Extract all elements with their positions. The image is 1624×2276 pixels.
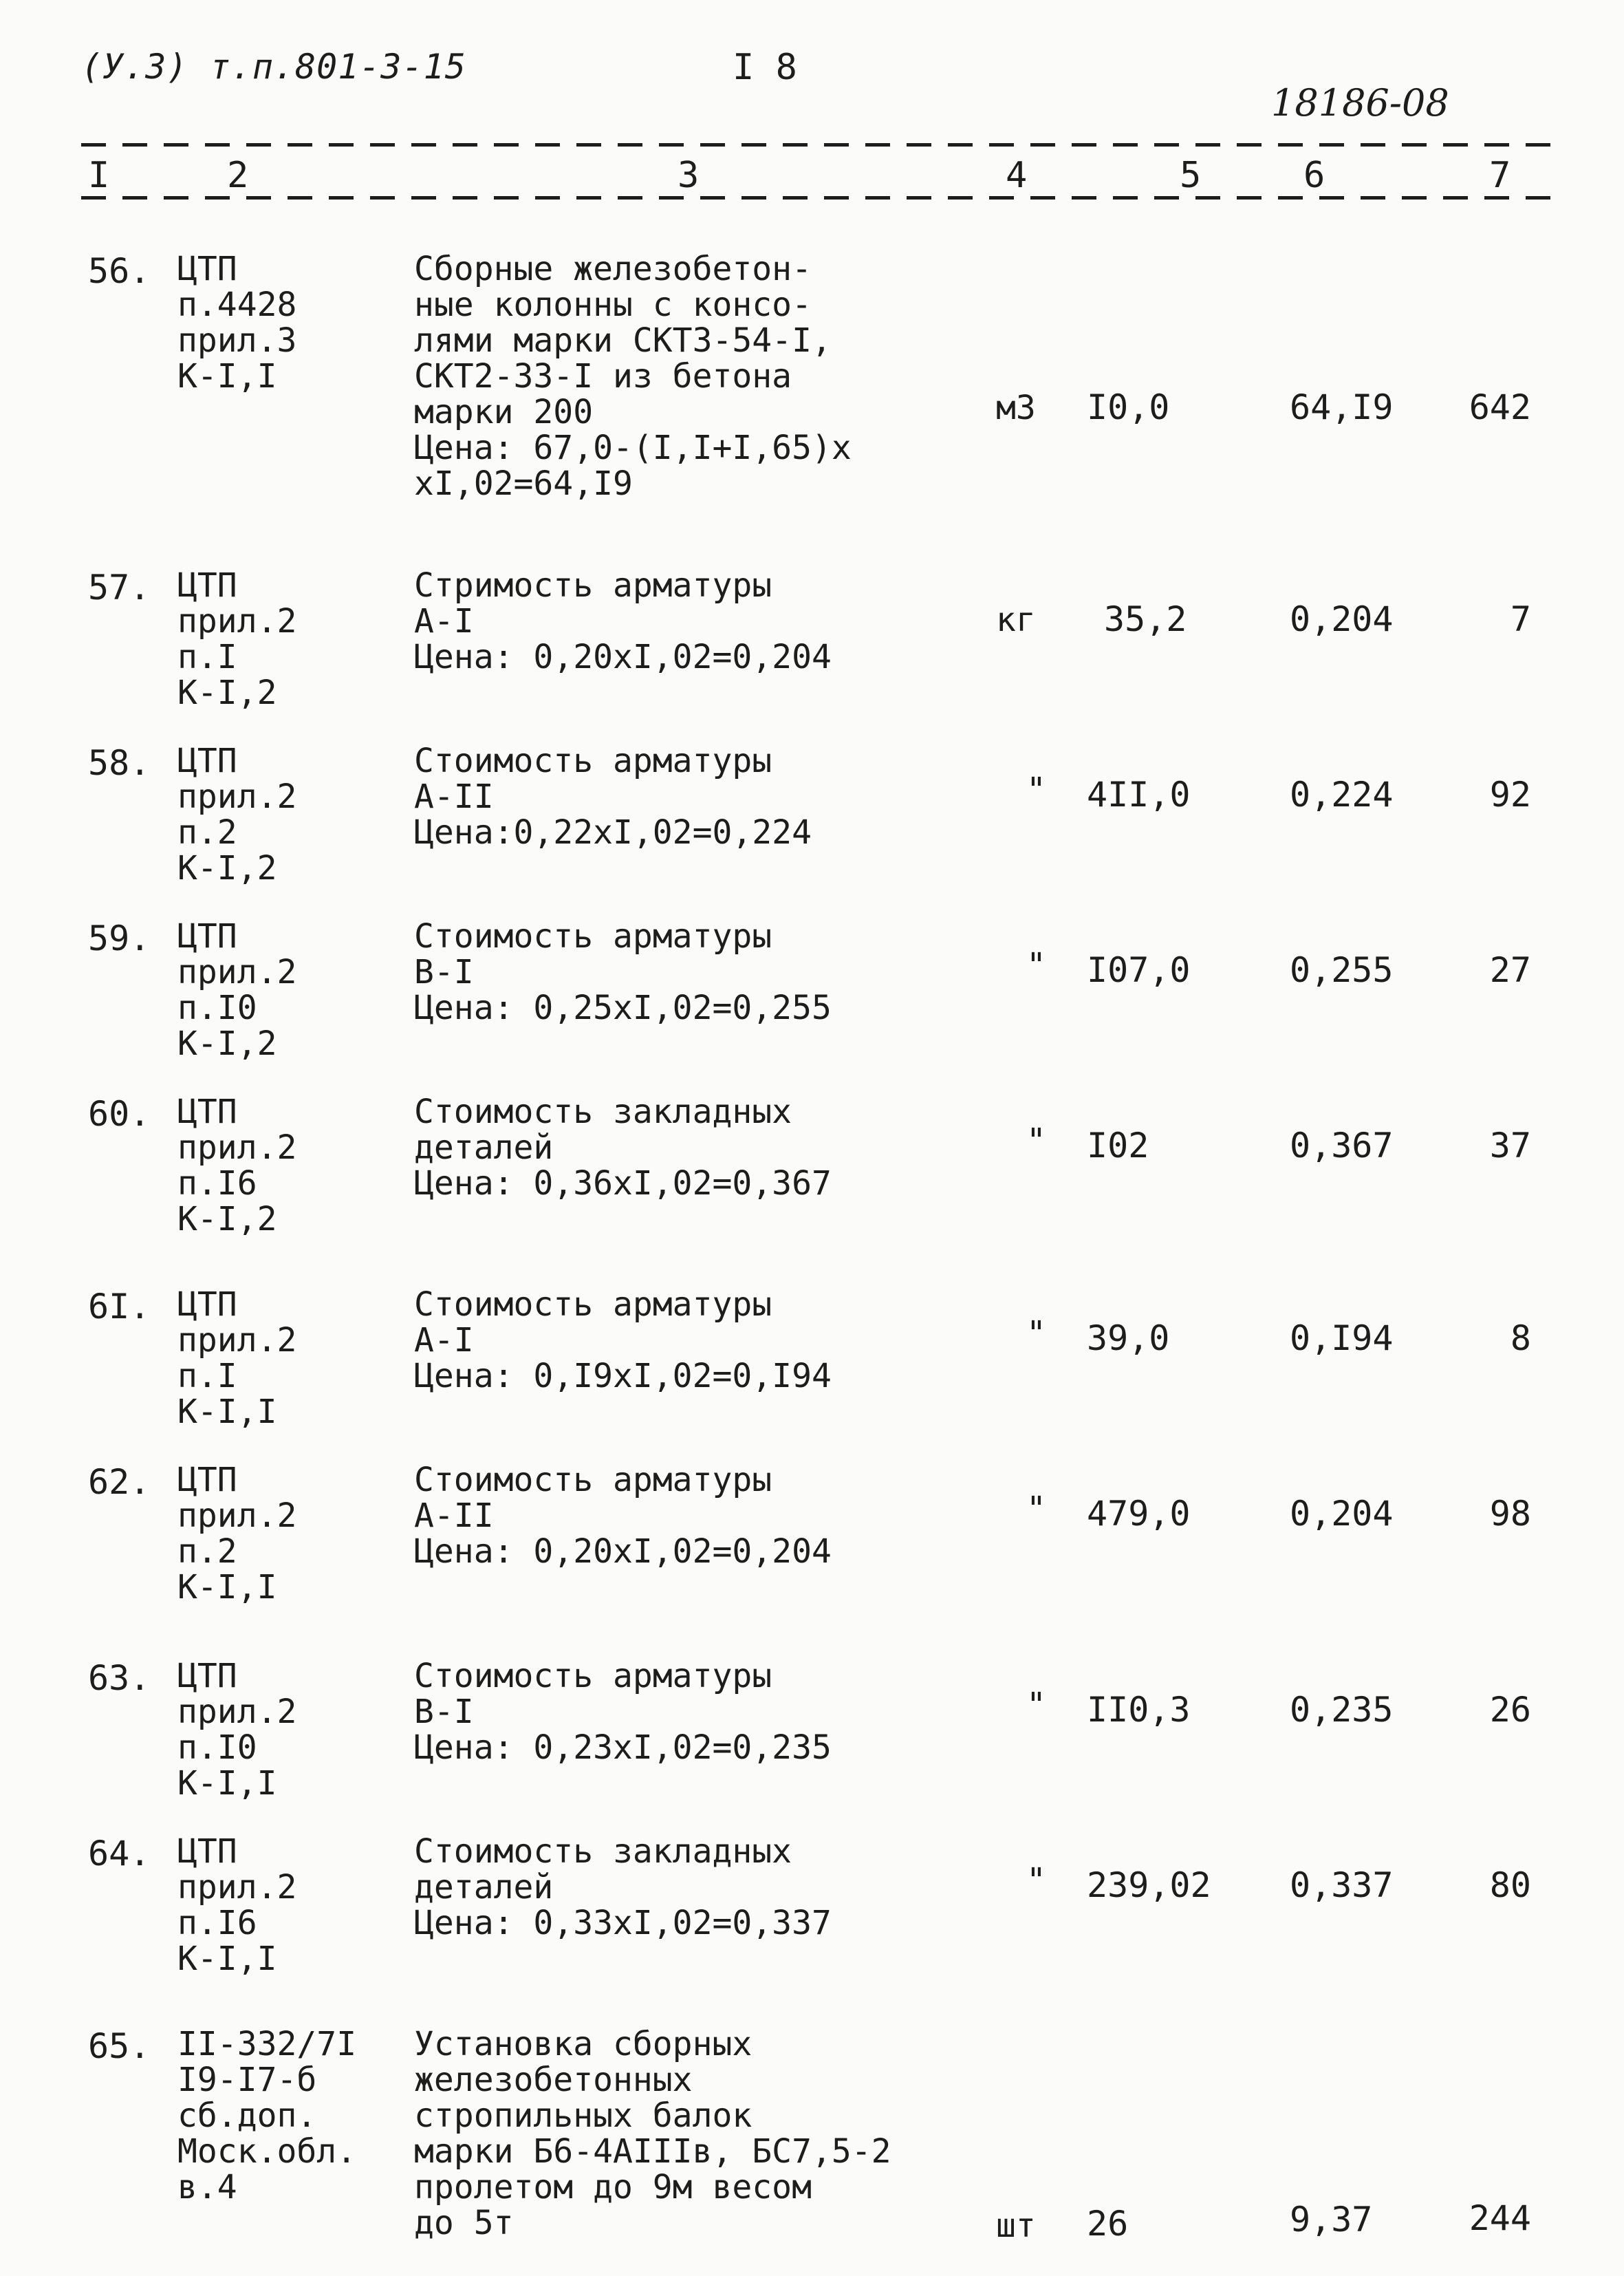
column-number-3: 3 <box>678 155 700 196</box>
column-number-6: 6 <box>1303 155 1325 196</box>
row-unit: шт <box>996 2207 1036 2245</box>
row-price: 0,204 <box>1290 1494 1394 1534</box>
row-number: 63. <box>88 1658 151 1698</box>
row-description: Стоимость закладных деталей Цена: 0,33хI,02=0,337 <box>414 1832 832 1942</box>
row-source: ЦТП прил.2 п.I К-I,I <box>177 1285 297 1431</box>
row-quantity: 35,2 <box>1104 599 1187 639</box>
row-number: 62. <box>88 1462 151 1502</box>
row-description: Сборные железобетон- ные колонны с консо- лями марки СКТ3-54-I, СКТ2-33-I из бетона марки 200 Цена: 67,0-(I,I+I,65)х хI,02=64,I9 <box>414 250 852 503</box>
row-quantity: 4II,0 <box>1087 775 1191 815</box>
row-quantity: I0,0 <box>1087 387 1170 427</box>
header-divider-bottom <box>81 196 1553 200</box>
row-quantity: 239,02 <box>1087 1865 1211 1905</box>
row-total: 26 <box>1489 1690 1531 1730</box>
row-quantity: II0,3 <box>1087 1690 1191 1730</box>
row-price: 0,224 <box>1290 775 1394 815</box>
row-unit-ditto: " <box>1026 1861 1046 1900</box>
row-quantity: 479,0 <box>1087 1494 1191 1534</box>
column-number-5: 5 <box>1180 155 1202 196</box>
row-unit: м3 <box>996 389 1036 427</box>
row-total: 8 <box>1510 1318 1531 1358</box>
column-number-4: 4 <box>1006 155 1028 196</box>
row-source: ЦТП прил.2 п.2 К-I,I <box>177 1461 297 1607</box>
row-number: 64. <box>88 1834 151 1874</box>
row-number: 58. <box>88 743 151 783</box>
row-unit-ditto: " <box>1026 771 1046 809</box>
row-price: 0,337 <box>1290 1865 1394 1905</box>
row-description: Стоимость арматуры А-II Цена: 0,20хI,02=0,204 <box>414 1461 832 1571</box>
row-description: Стоимость арматуры В-I Цена: 0,25хI,02=0,255 <box>414 917 832 1027</box>
row-total: 37 <box>1489 1126 1531 1166</box>
row-price: 0,235 <box>1290 1690 1394 1730</box>
row-quantity: 26 <box>1087 2204 1129 2244</box>
row-quantity: I02 <box>1087 1126 1149 1166</box>
row-number: 56. <box>88 251 151 291</box>
row-number: 60. <box>88 1094 151 1134</box>
row-description: Стоимость арматуры В-I Цена: 0,23хI,02=0,235 <box>414 1657 832 1767</box>
row-quantity: I07,0 <box>1087 950 1191 990</box>
column-number-2: 2 <box>227 155 249 196</box>
row-price: 0,204 <box>1290 599 1394 639</box>
row-source: ЦТП прил.2 п.I6 К-I,2 <box>177 1093 297 1238</box>
row-total: 27 <box>1489 950 1531 990</box>
row-total: 80 <box>1489 1865 1531 1905</box>
document-number: 18186-08 <box>1271 81 1449 125</box>
row-total: 7 <box>1510 599 1531 639</box>
header-divider-top <box>81 143 1553 147</box>
row-source: ЦТП прил.2 п.I6 К-I,I <box>177 1832 297 1978</box>
row-price: 0,367 <box>1290 1126 1394 1166</box>
row-price: 0,255 <box>1290 950 1394 990</box>
row-unit-ditto: " <box>1026 1314 1046 1353</box>
row-total: 92 <box>1489 775 1531 815</box>
row-price: 64,I9 <box>1290 387 1394 427</box>
row-number: 6I. <box>88 1287 151 1327</box>
row-description: Стримость арматуры А-I Цена: 0,20хI,02=0,204 <box>414 566 832 676</box>
document-reference: (У.3) т.п.801-3-15 <box>81 47 466 87</box>
row-source: ЦТП прил.2 п.I0 К-I,I <box>177 1657 297 1803</box>
row-unit-ditto: " <box>1026 946 1046 985</box>
row-unit-ditto: " <box>1026 1490 1046 1528</box>
row-price: 9,37 <box>1290 2200 1373 2240</box>
column-number-1: I <box>88 155 110 196</box>
row-price: 0,I94 <box>1290 1318 1394 1358</box>
row-total: 244 <box>1469 2198 1531 2238</box>
row-number: 65. <box>88 2026 151 2066</box>
row-number: 57. <box>88 568 151 608</box>
row-total: 642 <box>1469 387 1531 427</box>
row-source: ЦТП п.4428 прил.3 К-I,I <box>177 250 297 396</box>
row-source: ЦТП прил.2 п.I0 К-I,2 <box>177 917 297 1063</box>
row-description: Установка сборных железобетонных стропильных балок марки Б6-4АIIIв, БС7,5-2 пролетом до 9м весом до 5т <box>414 2025 891 2242</box>
page-number: I 8 <box>733 47 797 88</box>
row-unit: кг <box>996 601 1036 639</box>
row-total: 98 <box>1489 1494 1531 1534</box>
row-description: Стоимость закладных деталей Цена: 0,36хI,02=0,367 <box>414 1093 832 1203</box>
row-unit-ditto: " <box>1026 1121 1046 1160</box>
row-unit-ditto: " <box>1026 1686 1046 1724</box>
column-number-7: 7 <box>1489 155 1511 196</box>
row-description: Стоимость арматуры А-I Цена: 0,I9хI,02=0,I94 <box>414 1285 832 1395</box>
row-source: ЦТП прил.2 п.2 К-I,2 <box>177 742 297 888</box>
row-quantity: 39,0 <box>1087 1318 1170 1358</box>
row-source: II-332/7I I9-I7-б сб.доп. Моск.обл. в.4 <box>177 2025 357 2207</box>
row-source: ЦТП прил.2 п.I К-I,2 <box>177 566 297 712</box>
row-description: Стоимость арматуры А-II Цена:0,22хI,02=0,224 <box>414 742 812 852</box>
row-number: 59. <box>88 919 151 958</box>
